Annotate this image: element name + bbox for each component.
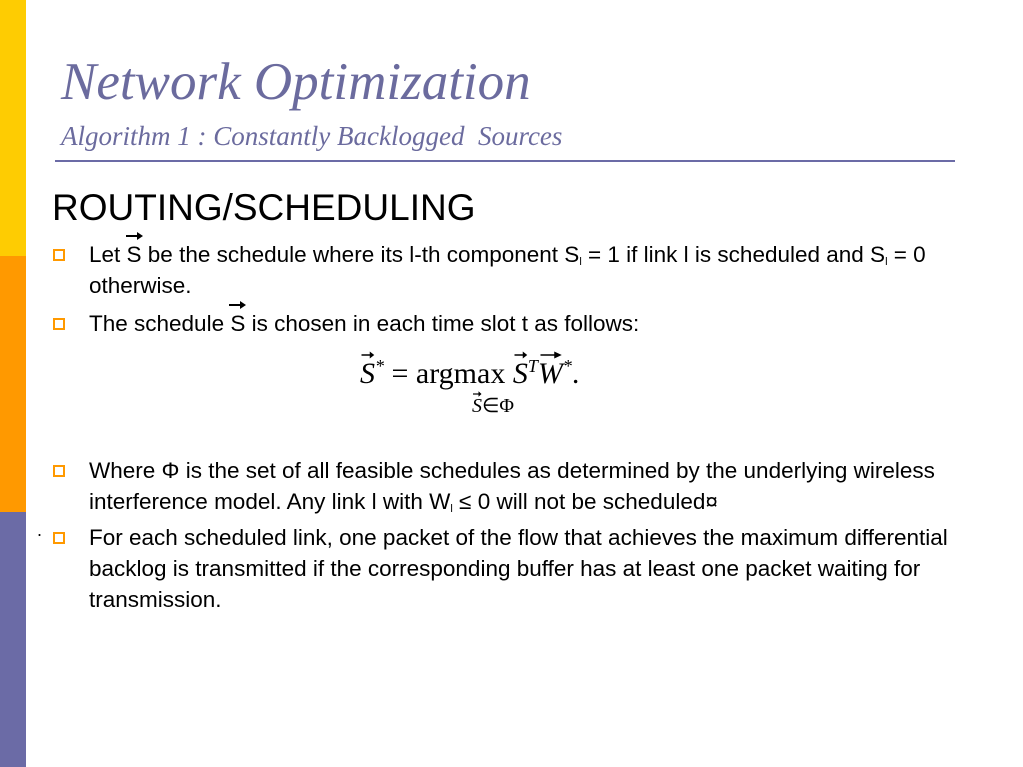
bullet-text: be the schedule where its l-th component S (141, 242, 580, 267)
equation (360, 354, 680, 434)
vector-symbol: W (538, 354, 563, 394)
bullet-text: is chosen in each time slot t as follows: (245, 311, 640, 336)
vector-arrow-icon (472, 390, 482, 398)
vector-arrow-icon (538, 350, 563, 360)
bullet-text: Where Φ is the set of all feasible schedules as determined by the underlying wireless interference model. Any link l with W (89, 458, 935, 514)
bullet-text: Let (89, 242, 127, 267)
bullet-item (89, 308, 989, 339)
stray-mark: . (37, 520, 43, 540)
vector-symbol: S (513, 354, 528, 394)
sidebar-orange-stripe (0, 256, 26, 512)
bullet-text: ≤ 0 will not be scheduled¤ (452, 489, 718, 514)
vector-arrow-icon (513, 350, 528, 360)
bullet-text: For each scheduled link, one packet of the flow that achieves the maximum differential backlog is transmitted if the corresponding buffer has at least one packet waiting for transmission. (89, 525, 948, 612)
slide-subtitle: Algorithm 1 : Constantly Backlogged Sources (61, 121, 563, 151)
title-divider (55, 160, 955, 162)
bullet-square-icon (53, 249, 65, 261)
bullet-item (89, 522, 989, 615)
bullet-square-icon (53, 465, 65, 477)
bullet-item: Where Φ is the set of all feasible schedules as determined by the underlying wireless interference model. Any link l with $W_l \le 0$ will not be scheduled¤ (89, 455, 989, 517)
bullet-text: = 0 otherwise. (89, 242, 926, 298)
section-heading: ROUTING/SCHEDULING (52, 187, 476, 228)
bullet-item: Let S be the schedule where its l-th component $S_l = 1$ if link l is scheduled and $S_l = 0$ otherwise. (89, 239, 989, 301)
slide-title: Network Optimization (61, 53, 531, 111)
bullet-text: = 1 if link l is scheduled and S (581, 242, 886, 267)
vector-symbol: S (230, 308, 245, 339)
vector-arrow-icon (228, 300, 246, 310)
bullet-square-icon (53, 532, 65, 544)
sidebar-yellow-stripe (0, 0, 26, 256)
vector-arrow-icon (360, 350, 375, 360)
vector-arrow-icon (125, 231, 143, 241)
vector-symbol: S (127, 239, 142, 270)
vector-symbol: S (360, 354, 375, 394)
equation-main-line: S* = argmax $S^T$ W*. (360, 354, 579, 394)
sidebar-purple-stripe (0, 512, 26, 767)
bullet-square-icon (53, 318, 65, 330)
bullet-text: The schedule (89, 311, 231, 336)
equation-subscript: S∈Φ (472, 394, 514, 418)
vector-symbol: S (472, 394, 482, 418)
